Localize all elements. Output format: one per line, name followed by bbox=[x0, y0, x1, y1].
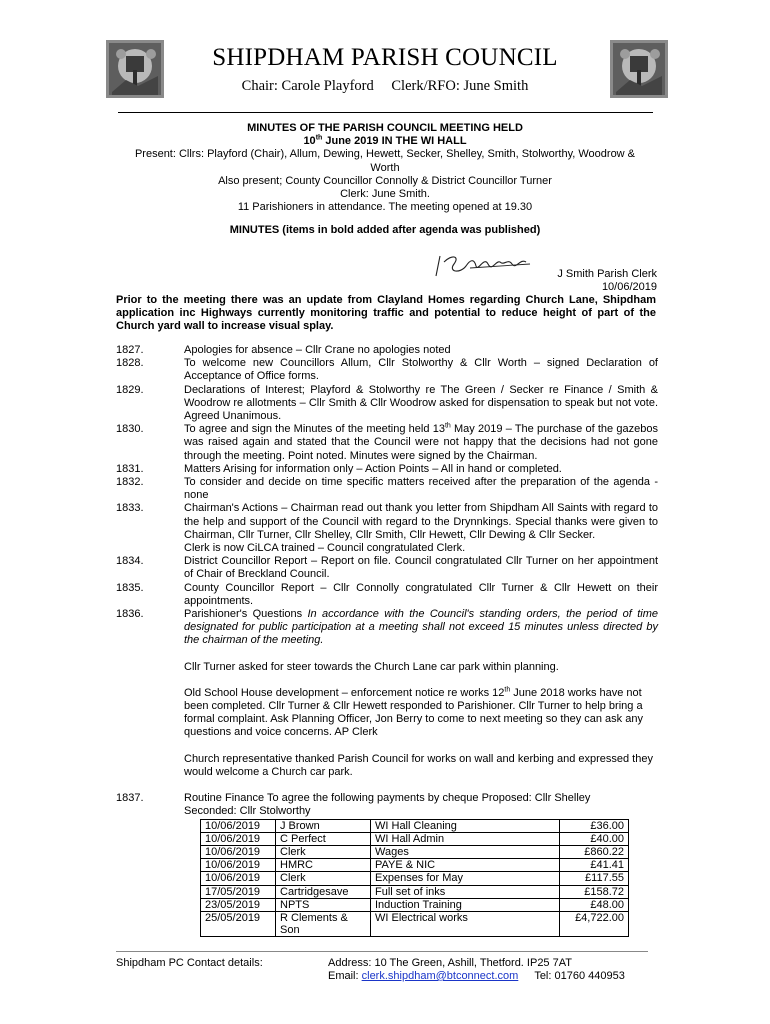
item-number: 1828. bbox=[116, 357, 144, 370]
payment-amount: £4,722.00 bbox=[560, 911, 629, 936]
item-text bbox=[184, 792, 658, 818]
item-number: 1835. bbox=[116, 581, 144, 594]
present-list-continued: Worth bbox=[370, 161, 400, 174]
minutes-heading: MINUTES OF THE PARISH COUNCIL MEETING HELD bbox=[247, 122, 523, 134]
payment-payee: C Perfect bbox=[276, 832, 371, 845]
meeting-date-day: 10 bbox=[303, 135, 316, 148]
finance-line: Seconded: Cllr Stolworthy bbox=[184, 805, 311, 818]
payment-date: 10/06/2019 bbox=[201, 872, 276, 885]
attendance-line: 11 Parishioners in attendance. The meeting opened at 19.30 bbox=[237, 201, 533, 214]
signature-name: J Smith Parish Clerk bbox=[557, 268, 657, 280]
minute-item bbox=[116, 344, 658, 357]
item-number: 1830. bbox=[116, 423, 144, 436]
signature-date: 10/06/2019 bbox=[601, 281, 657, 293]
item-text: Declarations of Interest; Playford & Stolworthy re The Green / Secker re Finance / Smith & Woodrow re allotments – Cllr Smith & Cllr Woodrow asked for dispensation to speak but not vote. Agreed Unanimous. bbox=[184, 383, 658, 423]
minutes-note: MINUTES (items in bold added after agenda was published) bbox=[229, 224, 541, 236]
payment-description: Full set of inks bbox=[371, 885, 560, 898]
payment-payee: Clerk bbox=[276, 845, 371, 858]
payment-description: PAYE & NIC bbox=[371, 859, 560, 872]
payment-amount: £40.00 bbox=[560, 832, 629, 845]
payment-description: WI Hall Admin bbox=[371, 832, 560, 845]
payment-date: 23/05/2019 bbox=[201, 898, 276, 911]
footer-label: Shipdham PC Contact details: bbox=[116, 957, 263, 969]
item-text: Matters Arising for information only – Action Points – All in hand or completed. bbox=[184, 462, 562, 475]
meeting-date-rest: June 2019 IN THE WI HALL bbox=[322, 135, 467, 148]
payment-date: 10/06/2019 bbox=[201, 832, 276, 845]
payment-payee: NPTS bbox=[276, 898, 371, 911]
payment-amount: £41.41 bbox=[560, 859, 629, 872]
payment-date: 25/05/2019 bbox=[201, 911, 276, 936]
item-text: County Councillor Report – Cllr Connolly congratulated Cllr Turner & Cllr Hewett on their appointments. bbox=[184, 581, 658, 607]
payment-row bbox=[201, 911, 629, 936]
chair-name: Chair: Carole Playford bbox=[241, 78, 374, 94]
payment-date: 10/06/2019 bbox=[201, 819, 276, 832]
council-officers bbox=[0, 78, 770, 95]
payment-row bbox=[201, 898, 629, 911]
item-text: To welcome new Councillors Allum, Cllr Stolworthy & Cllr Worth – signed Declaration of Acceptance of Office forms. bbox=[184, 357, 658, 383]
paragraph-part: Old School House development – enforcement notice re works 12 bbox=[184, 686, 505, 699]
email-label: Email: bbox=[328, 970, 362, 982]
finance-line: Routine Finance To agree the following payments by cheque Proposed: Cllr Shelley bbox=[184, 792, 591, 805]
payment-amount: £158.72 bbox=[560, 885, 629, 898]
payment-amount: £48.00 bbox=[560, 898, 629, 911]
paragraph-part: June 2018 works have not been completed. Cllr Turner & Cllr Hewett responded to Parishioner. Cllr Turner to help bring a formal complaint. Ask Planning Officer, Jon Berry to come to next meeting so they can ask any questions and voice concerns. AP Clerk bbox=[184, 686, 643, 739]
payment-row bbox=[201, 859, 629, 872]
payment-date: 10/06/2019 bbox=[201, 859, 276, 872]
present-list: Present: Cllrs: Playford (Chair), Allum, Dewing, Hewett, Secker, Shelley, Smith, Stolworthy, Woodrow & bbox=[134, 148, 636, 161]
minute-item bbox=[116, 476, 658, 502]
item-number: 1836. bbox=[116, 608, 144, 621]
minutes-items bbox=[116, 344, 658, 937]
standing-orders-note: In accordance with the Council's standing orders, the period of time designated for public participation at a meeting shall not exceed 15 minutes unless directed by the chairman of the meeting. bbox=[184, 608, 658, 647]
footer-address: Address: 10 The Green, Ashill, Thetford. IP25 7AT bbox=[328, 957, 572, 969]
item-text-part: Chairman's Actions – Chairman read out thank you letter from Shipdham All Saints with regard to the help and support of the Council with regard to the Drynnkings. Special thanks were given to Chairman, Cllr Turner, Cllr Shelley, Cllr Smith, Cllr Hewett, Cllr Dewing & Cllr Secker. bbox=[184, 502, 658, 541]
item-text: To consider and decide on time specific matters received after the preparation of the agenda - none bbox=[184, 476, 658, 502]
parishioner-paragraph bbox=[184, 687, 658, 740]
parishioner-paragraph: Church representative thanked Parish Council for works on wall and kerbing and expressed they would welcome a Church car park. bbox=[184, 752, 653, 778]
council-title: SHIPDHAM PARISH COUNCIL bbox=[212, 44, 558, 71]
item-text-part: May 2019 – The purchase of the gazebos was raised again and stated that the Council were not happy that the decisions had not gone through the meeting. Point noted. Minutes were signed by the Chairman. bbox=[184, 423, 658, 462]
minute-item bbox=[116, 502, 658, 555]
payments-table bbox=[200, 819, 629, 938]
meeting-date-suffix: th bbox=[315, 134, 323, 142]
payment-row bbox=[201, 832, 629, 845]
payment-payee: Cartridgesave bbox=[276, 885, 371, 898]
clerk-signature bbox=[430, 250, 540, 280]
minute-item bbox=[116, 463, 658, 476]
item-text-part: To agree and sign the Minutes of the meeting held 13 bbox=[184, 423, 445, 436]
minute-item bbox=[116, 384, 658, 424]
minute-item bbox=[116, 608, 658, 648]
item-text: Apologies for absence – Cllr Crane no apologies noted bbox=[184, 344, 451, 356]
payment-payee: J Brown bbox=[276, 819, 371, 832]
also-present: Also present; County Councillor Connolly & District Councillor Turner bbox=[218, 174, 552, 187]
header-divider bbox=[118, 112, 653, 113]
payment-row bbox=[201, 845, 629, 858]
clerk-line: Clerk: June Smith. bbox=[340, 188, 430, 201]
payment-payee: R Clements & Son bbox=[276, 911, 371, 936]
payment-amount: £36.00 bbox=[560, 819, 629, 832]
payment-description: WI Hall Cleaning bbox=[371, 819, 560, 832]
payment-date: 10/06/2019 bbox=[201, 845, 276, 858]
minute-item bbox=[116, 792, 658, 818]
item-number: 1831. bbox=[116, 462, 144, 475]
item-text-part: Parishioner's Questions bbox=[184, 608, 308, 621]
payment-row bbox=[201, 872, 629, 885]
payment-description: Expenses for May bbox=[371, 872, 560, 885]
payment-amount: £117.55 bbox=[560, 872, 629, 885]
item-text bbox=[184, 608, 658, 648]
minute-item bbox=[116, 582, 658, 608]
parishioner-paragraph: Cllr Turner asked for steer towards the Church Lane car park within planning. bbox=[184, 660, 559, 673]
meeting-date bbox=[100, 135, 670, 148]
item-text-part: Clerk is now CiLCA trained – Council congratulated Clerk. bbox=[184, 542, 466, 555]
item-number: 1833. bbox=[116, 502, 144, 515]
item-text-suffix: th bbox=[444, 422, 451, 430]
minute-item bbox=[116, 423, 658, 463]
payment-payee: HMRC bbox=[276, 859, 371, 872]
payment-amount: £860.22 bbox=[560, 845, 629, 858]
payment-description: Wages bbox=[371, 845, 560, 858]
item-number: 1829. bbox=[116, 383, 144, 396]
item-number: 1837. bbox=[116, 792, 144, 805]
item-number: 1832. bbox=[116, 476, 144, 489]
payment-date: 17/05/2019 bbox=[201, 885, 276, 898]
item-number: 1834. bbox=[116, 555, 144, 568]
item-number: 1827. bbox=[116, 344, 144, 356]
prior-update: Prior to the meeting there was an update from Clayland Homes regarding Church Lane, Shipdham application inc Highways currently monitoring traffic and potential to reduce height of part of the Church yard wall to increase visual splay. bbox=[116, 294, 656, 332]
payment-row bbox=[201, 819, 629, 832]
minute-item bbox=[116, 357, 658, 383]
telephone: Tel: 01760 440953 bbox=[534, 970, 625, 982]
payment-description: WI Electrical works bbox=[371, 911, 560, 936]
payment-description: Induction Training bbox=[371, 898, 560, 911]
meeting-header bbox=[100, 122, 670, 214]
item-text: District Councillor Report – Report on file. Council congratulated Cllr Turner on her appointment of Chair of Breckland Council. bbox=[184, 555, 658, 581]
minute-item bbox=[116, 555, 658, 581]
paragraph-suffix: th bbox=[504, 686, 511, 694]
payment-payee: Clerk bbox=[276, 872, 371, 885]
item-text bbox=[184, 502, 658, 555]
footer-divider bbox=[116, 951, 648, 952]
item-text bbox=[184, 423, 658, 463]
clerk-name: Clerk/RFO: June Smith bbox=[391, 78, 529, 94]
payment-row bbox=[201, 885, 629, 898]
footer-contact bbox=[328, 970, 625, 982]
email-link[interactable]: clerk.shipdham@btconnect.com bbox=[361, 970, 519, 982]
